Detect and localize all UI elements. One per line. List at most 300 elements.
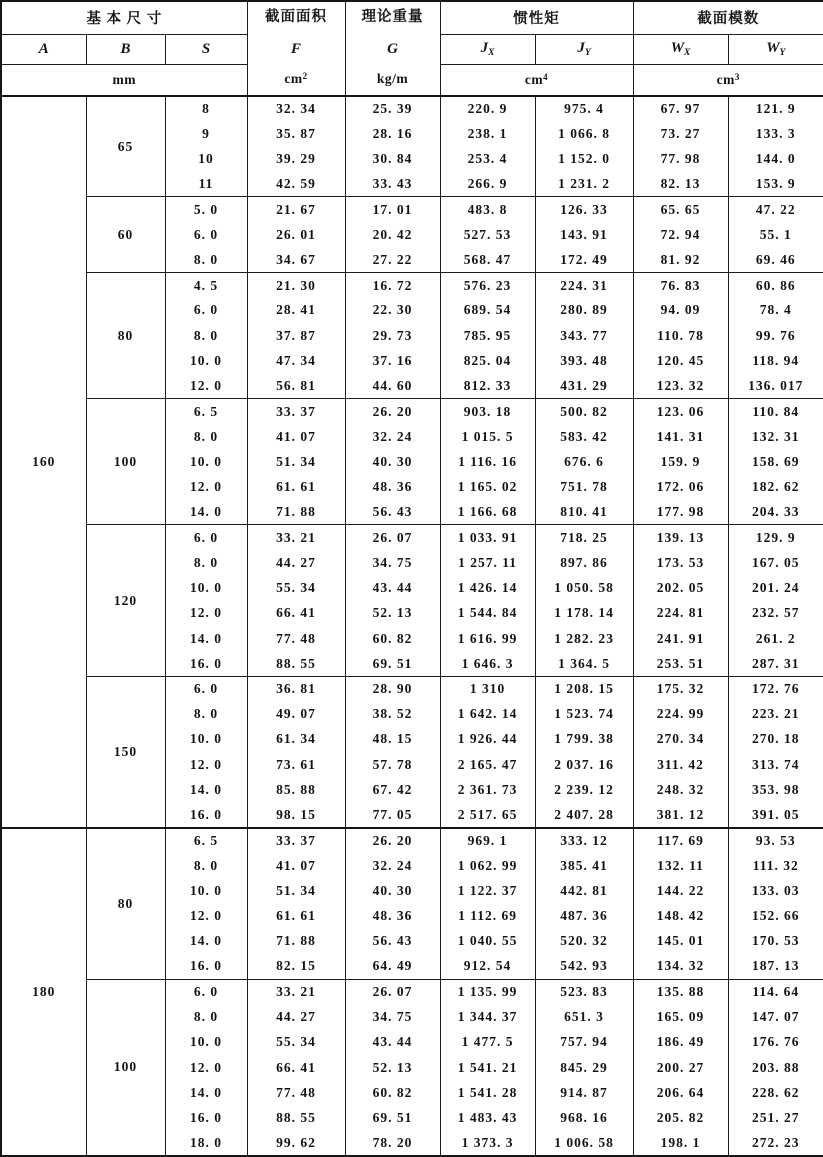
cell-f: 51. 34 xyxy=(247,449,345,474)
cell-s: 8. 0 xyxy=(165,247,247,272)
cell-f: 26. 01 xyxy=(247,222,345,247)
cell-wy: 261. 2 xyxy=(728,626,823,651)
cell-wx: 381. 12 xyxy=(633,803,728,828)
cell-g: 30. 84 xyxy=(345,146,440,171)
cell-f: 49. 07 xyxy=(247,702,345,727)
cell-jy: 126. 33 xyxy=(535,197,633,222)
header-unit-mm: mm xyxy=(1,64,247,96)
cell-f: 99. 62 xyxy=(247,1131,345,1156)
cell-s: 8. 0 xyxy=(165,550,247,575)
cell-s: 10 xyxy=(165,146,247,171)
header-col-B: B xyxy=(86,34,165,64)
cell-jx: 1 257. 11 xyxy=(440,550,535,575)
cell-f: 98. 15 xyxy=(247,803,345,828)
cell-wx: 81. 92 xyxy=(633,247,728,272)
cell-wy: 228. 62 xyxy=(728,1080,823,1105)
cell-g: 60. 82 xyxy=(345,1080,440,1105)
cell-a: 180 xyxy=(1,828,86,1156)
cell-wx: 198. 1 xyxy=(633,1131,728,1156)
table-row xyxy=(1,399,823,424)
header-unit-cm3: $cm^3$ xyxy=(633,64,823,96)
cell-jx: 2 361. 73 xyxy=(440,777,535,802)
cell-f: 82. 15 xyxy=(247,954,345,979)
header-area-unit: $cm^2$ xyxy=(284,71,308,87)
table-row xyxy=(1,96,823,121)
cell-jy: 968. 16 xyxy=(535,1105,633,1130)
cell-f: 73. 61 xyxy=(247,752,345,777)
cell-jx: 1 165. 02 xyxy=(440,475,535,500)
cell-wy: 158. 69 xyxy=(728,449,823,474)
cell-f: 88. 55 xyxy=(247,1105,345,1130)
table-row xyxy=(1,828,823,853)
cell-wy: 110. 84 xyxy=(728,399,823,424)
cell-wy: 353. 98 xyxy=(728,777,823,802)
cell-f: 33. 21 xyxy=(247,979,345,1004)
cell-wx: 159. 9 xyxy=(633,449,728,474)
cell-s: 14. 0 xyxy=(165,1080,247,1105)
cell-wx: 135. 88 xyxy=(633,979,728,1004)
cell-jx: 1 015. 5 xyxy=(440,424,535,449)
cell-jx: 1 116. 16 xyxy=(440,449,535,474)
cell-wx: 94. 09 xyxy=(633,298,728,323)
cell-s: 16. 0 xyxy=(165,651,247,676)
cell-g: 69. 51 xyxy=(345,651,440,676)
cell-jx: 1 646. 3 xyxy=(440,651,535,676)
header-area-symbol: F xyxy=(291,40,302,57)
cell-f: 33. 37 xyxy=(247,828,345,853)
cell-wy: 201. 24 xyxy=(728,575,823,600)
table-body xyxy=(1,96,823,1156)
cell-wx: 241. 91 xyxy=(633,626,728,651)
header-weight-unit: kg/m xyxy=(376,71,409,87)
cell-jy: 500. 82 xyxy=(535,399,633,424)
cell-wy: 187. 13 xyxy=(728,954,823,979)
cell-wx: 134. 32 xyxy=(633,954,728,979)
cell-s: 6. 0 xyxy=(165,222,247,247)
cell-jy: 1 066. 8 xyxy=(535,121,633,146)
cell-jy: 1 799. 38 xyxy=(535,727,633,752)
cell-wy: 251. 27 xyxy=(728,1105,823,1130)
cell-jy: 523. 83 xyxy=(535,979,633,1004)
cell-g: 33. 43 xyxy=(345,172,440,197)
cell-f: 88. 55 xyxy=(247,651,345,676)
cell-jx: 1 033. 91 xyxy=(440,525,535,550)
header-col-Wy: $W_Y$ xyxy=(728,34,823,64)
cell-a: 160 xyxy=(1,96,86,828)
cell-wy: 167. 05 xyxy=(728,550,823,575)
cell-wx: 144. 22 xyxy=(633,878,728,903)
cell-g: 44. 60 xyxy=(345,374,440,399)
cell-s: 6. 0 xyxy=(165,676,247,701)
cell-jy: 1 178. 14 xyxy=(535,601,633,626)
cell-jx: 483. 8 xyxy=(440,197,535,222)
cell-f: 33. 21 xyxy=(247,525,345,550)
cell-wx: 248. 32 xyxy=(633,777,728,802)
cell-jx: 1 122. 37 xyxy=(440,878,535,903)
cell-g: 40. 30 xyxy=(345,878,440,903)
cell-wx: 224. 81 xyxy=(633,601,728,626)
cell-wx: 120. 45 xyxy=(633,348,728,373)
cell-f: 44. 27 xyxy=(247,550,345,575)
cell-s: 14. 0 xyxy=(165,626,247,651)
cell-g: 26. 20 xyxy=(345,399,440,424)
cell-jy: 975. 4 xyxy=(535,96,633,121)
cell-jy: 810. 41 xyxy=(535,500,633,525)
cell-jy: 487. 36 xyxy=(535,904,633,929)
cell-jy: 1 231. 2 xyxy=(535,172,633,197)
cell-wx: 206. 64 xyxy=(633,1080,728,1105)
header-moment-of-inertia: 惯性矩 xyxy=(440,1,633,34)
cell-wy: 133. 3 xyxy=(728,121,823,146)
cell-wy: 121. 9 xyxy=(728,96,823,121)
cell-jx: 527. 53 xyxy=(440,222,535,247)
cell-wy: 129. 9 xyxy=(728,525,823,550)
cell-wy: 69. 46 xyxy=(728,247,823,272)
cell-wx: 177. 98 xyxy=(633,500,728,525)
cell-wx: 123. 06 xyxy=(633,399,728,424)
cell-jy: 2 037. 16 xyxy=(535,752,633,777)
cell-s: 8. 0 xyxy=(165,853,247,878)
header-col-Wx: $W_X$ xyxy=(633,34,728,64)
cell-s: 11 xyxy=(165,172,247,197)
cell-f: 41. 07 xyxy=(247,424,345,449)
cell-wy: 118. 94 xyxy=(728,348,823,373)
cell-s: 16. 0 xyxy=(165,954,247,979)
cell-jx: 1 344. 37 xyxy=(440,1004,535,1029)
cell-f: 21. 30 xyxy=(247,273,345,298)
cell-wy: 111. 32 xyxy=(728,853,823,878)
cell-wy: 133. 03 xyxy=(728,878,823,903)
cell-wy: 172. 76 xyxy=(728,676,823,701)
cell-jx: 1 166. 68 xyxy=(440,500,535,525)
cell-f: 28. 41 xyxy=(247,298,345,323)
cell-g: 22. 30 xyxy=(345,298,440,323)
table-row xyxy=(1,676,823,701)
header-col-Jy: $J_Y$ xyxy=(535,34,633,64)
cell-jy: 651. 3 xyxy=(535,1004,633,1029)
cell-g: 20. 42 xyxy=(345,222,440,247)
cell-f: 47. 34 xyxy=(247,348,345,373)
cell-f: 85. 88 xyxy=(247,777,345,802)
cell-f: 61. 34 xyxy=(247,727,345,752)
cell-g: 56. 43 xyxy=(345,500,440,525)
cell-jy: 1 364. 5 xyxy=(535,651,633,676)
cell-jy: 845. 29 xyxy=(535,1055,633,1080)
cell-wx: 186. 49 xyxy=(633,1030,728,1055)
cell-f: 36. 81 xyxy=(247,676,345,701)
cell-g: 25. 39 xyxy=(345,96,440,121)
cell-f: 56. 81 xyxy=(247,374,345,399)
cell-jy: 2 239. 12 xyxy=(535,777,633,802)
cell-wx: 270. 34 xyxy=(633,727,728,752)
cell-jy: 1 006. 58 xyxy=(535,1131,633,1156)
cell-g: 77. 05 xyxy=(345,803,440,828)
cell-jy: 520. 32 xyxy=(535,929,633,954)
cell-s: 16. 0 xyxy=(165,803,247,828)
cell-jx: 912. 54 xyxy=(440,954,535,979)
cell-wx: 141. 31 xyxy=(633,424,728,449)
cell-jy: 1 208. 15 xyxy=(535,676,633,701)
cell-wx: 117. 69 xyxy=(633,828,728,853)
cell-g: 26. 20 xyxy=(345,828,440,853)
cell-s: 8. 0 xyxy=(165,1004,247,1029)
cell-jy: 542. 93 xyxy=(535,954,633,979)
cell-wx: 172. 06 xyxy=(633,475,728,500)
cell-g: 38. 52 xyxy=(345,702,440,727)
cell-f: 66. 41 xyxy=(247,601,345,626)
cell-s: 10. 0 xyxy=(165,575,247,600)
cell-f: 41. 07 xyxy=(247,853,345,878)
cell-f: 33. 37 xyxy=(247,399,345,424)
cell-g: 32. 24 xyxy=(345,853,440,878)
cell-g: 69. 51 xyxy=(345,1105,440,1130)
header-weight-symbol: G xyxy=(387,40,398,57)
cell-jy: 2 407. 28 xyxy=(535,803,633,828)
cell-s: 6. 5 xyxy=(165,828,247,853)
cell-jx: 220. 9 xyxy=(440,96,535,121)
cell-jy: 757. 94 xyxy=(535,1030,633,1055)
cell-jx: 253. 4 xyxy=(440,146,535,171)
cell-wy: 176. 76 xyxy=(728,1030,823,1055)
header-unit-cm4: $cm^4$ xyxy=(440,64,633,96)
header-col-S: S xyxy=(165,34,247,64)
cell-jy: 280. 89 xyxy=(535,298,633,323)
cell-g: 43. 44 xyxy=(345,575,440,600)
cell-wx: 123. 32 xyxy=(633,374,728,399)
cell-g: 40. 30 xyxy=(345,449,440,474)
cell-jx: 812. 33 xyxy=(440,374,535,399)
cell-s: 4. 5 xyxy=(165,273,247,298)
cell-jx: 1 541. 21 xyxy=(440,1055,535,1080)
table-header xyxy=(1,1,823,96)
cell-g: 67. 42 xyxy=(345,777,440,802)
cell-b: 100 xyxy=(86,399,165,525)
cell-s: 5. 0 xyxy=(165,197,247,222)
cell-s: 14. 0 xyxy=(165,777,247,802)
cell-f: 44. 27 xyxy=(247,1004,345,1029)
cell-wx: 65. 65 xyxy=(633,197,728,222)
cell-wy: 144. 0 xyxy=(728,146,823,171)
cell-f: 32. 34 xyxy=(247,96,345,121)
cell-jy: 583. 42 xyxy=(535,424,633,449)
cell-jy: 1 523. 74 xyxy=(535,702,633,727)
cell-wx: 73. 27 xyxy=(633,121,728,146)
cell-s: 8. 0 xyxy=(165,424,247,449)
cell-b: 150 xyxy=(86,676,165,827)
cell-jx: 1 483. 43 xyxy=(440,1105,535,1130)
cell-jy: 333. 12 xyxy=(535,828,633,853)
header-section-modulus: 截面模数 xyxy=(633,1,823,34)
cell-wx: 72. 94 xyxy=(633,222,728,247)
cell-s: 16. 0 xyxy=(165,1105,247,1130)
cell-wy: 99. 76 xyxy=(728,323,823,348)
cell-wx: 139. 13 xyxy=(633,525,728,550)
cell-s: 10. 0 xyxy=(165,1030,247,1055)
cell-wx: 173. 53 xyxy=(633,550,728,575)
cell-s: 12. 0 xyxy=(165,374,247,399)
cell-jx: 1 544. 84 xyxy=(440,601,535,626)
cell-b: 60 xyxy=(86,197,165,273)
cell-jy: 143. 91 xyxy=(535,222,633,247)
cell-f: 51. 34 xyxy=(247,878,345,903)
cell-jx: 1 926. 44 xyxy=(440,727,535,752)
cell-wy: 132. 31 xyxy=(728,424,823,449)
cell-b: 65 xyxy=(86,96,165,197)
cell-jx: 1 310 xyxy=(440,676,535,701)
cell-jy: 1 282. 23 xyxy=(535,626,633,651)
cell-jx: 1 541. 28 xyxy=(440,1080,535,1105)
cell-g: 34. 75 xyxy=(345,1004,440,1029)
cell-g: 48. 15 xyxy=(345,727,440,752)
cell-f: 66. 41 xyxy=(247,1055,345,1080)
cell-jx: 1 426. 14 xyxy=(440,575,535,600)
cell-g: 29. 73 xyxy=(345,323,440,348)
cell-wy: 170. 53 xyxy=(728,929,823,954)
cell-s: 6. 5 xyxy=(165,399,247,424)
cell-wy: 182. 62 xyxy=(728,475,823,500)
cell-wx: 311. 42 xyxy=(633,752,728,777)
table-row xyxy=(1,979,823,1004)
cell-jy: 1 152. 0 xyxy=(535,146,633,171)
cell-f: 21. 67 xyxy=(247,197,345,222)
header-col-A: A xyxy=(1,34,86,64)
cell-b: 120 xyxy=(86,525,165,676)
cell-s: 6. 0 xyxy=(165,298,247,323)
cell-f: 55. 34 xyxy=(247,1030,345,1055)
table-row xyxy=(1,197,823,222)
cell-jx: 1 477. 5 xyxy=(440,1030,535,1055)
cell-b: 80 xyxy=(86,828,165,979)
cell-wx: 132. 11 xyxy=(633,853,728,878)
cell-wx: 165. 09 xyxy=(633,1004,728,1029)
cell-jy: 676. 6 xyxy=(535,449,633,474)
cell-g: 26. 07 xyxy=(345,525,440,550)
header-col-Jx: $J_X$ xyxy=(440,34,535,64)
cell-jx: 1 616. 99 xyxy=(440,626,535,651)
cell-f: 61. 61 xyxy=(247,904,345,929)
cell-wy: 114. 64 xyxy=(728,979,823,1004)
cell-jx: 2 165. 47 xyxy=(440,752,535,777)
cell-jx: 1 135. 99 xyxy=(440,979,535,1004)
cell-g: 27. 22 xyxy=(345,247,440,272)
header-weight-title: 理论重量 xyxy=(361,8,424,25)
cell-jx: 969. 1 xyxy=(440,828,535,853)
cell-wx: 145. 01 xyxy=(633,929,728,954)
cell-jx: 576. 23 xyxy=(440,273,535,298)
cell-f: 37. 87 xyxy=(247,323,345,348)
cell-s: 12. 0 xyxy=(165,752,247,777)
cell-wy: 391. 05 xyxy=(728,803,823,828)
cell-wy: 313. 74 xyxy=(728,752,823,777)
cell-s: 8. 0 xyxy=(165,702,247,727)
cell-g: 48. 36 xyxy=(345,904,440,929)
cell-jy: 442. 81 xyxy=(535,878,633,903)
cell-jy: 431. 29 xyxy=(535,374,633,399)
cell-wy: 272. 23 xyxy=(728,1131,823,1156)
cell-b: 80 xyxy=(86,273,165,399)
cell-jx: 785. 95 xyxy=(440,323,535,348)
header-basic-size: 基 本 尺 寸 xyxy=(1,1,247,34)
cell-g: 48. 36 xyxy=(345,475,440,500)
cell-wy: 78. 4 xyxy=(728,298,823,323)
cell-wx: 110. 78 xyxy=(633,323,728,348)
cell-wy: 153. 9 xyxy=(728,172,823,197)
cell-wx: 224. 99 xyxy=(633,702,728,727)
cell-jx: 568. 47 xyxy=(440,247,535,272)
cell-s: 12. 0 xyxy=(165,601,247,626)
cell-f: 39. 29 xyxy=(247,146,345,171)
cell-g: 52. 13 xyxy=(345,1055,440,1080)
cell-jy: 343. 77 xyxy=(535,323,633,348)
cell-jx: 266. 9 xyxy=(440,172,535,197)
cell-g: 17. 01 xyxy=(345,197,440,222)
cell-wy: 223. 21 xyxy=(728,702,823,727)
cell-wx: 202. 05 xyxy=(633,575,728,600)
cell-b: 100 xyxy=(86,979,165,1156)
cell-jy: 914. 87 xyxy=(535,1080,633,1105)
cell-f: 77. 48 xyxy=(247,626,345,651)
cell-jy: 1 050. 58 xyxy=(535,575,633,600)
cell-s: 8. 0 xyxy=(165,323,247,348)
cell-g: 57. 78 xyxy=(345,752,440,777)
cell-s: 8 xyxy=(165,96,247,121)
cell-jx: 903. 18 xyxy=(440,399,535,424)
cell-s: 14. 0 xyxy=(165,500,247,525)
cell-jy: 718. 25 xyxy=(535,525,633,550)
cell-wy: 147. 07 xyxy=(728,1004,823,1029)
cell-f: 34. 67 xyxy=(247,247,345,272)
cell-s: 12. 0 xyxy=(165,475,247,500)
cell-wx: 175. 32 xyxy=(633,676,728,701)
cell-s: 6. 0 xyxy=(165,979,247,1004)
cell-f: 55. 34 xyxy=(247,575,345,600)
cell-jy: 224. 31 xyxy=(535,273,633,298)
cell-wy: 60. 86 xyxy=(728,273,823,298)
cell-g: 78. 20 xyxy=(345,1131,440,1156)
cell-wy: 152. 66 xyxy=(728,904,823,929)
cell-jx: 1 373. 3 xyxy=(440,1131,535,1156)
cell-s: 14. 0 xyxy=(165,929,247,954)
cell-s: 10. 0 xyxy=(165,449,247,474)
cell-wx: 205. 82 xyxy=(633,1105,728,1130)
table-row xyxy=(1,273,823,298)
cell-s: 12. 0 xyxy=(165,1055,247,1080)
cell-wy: 203. 88 xyxy=(728,1055,823,1080)
cell-jy: 172. 49 xyxy=(535,247,633,272)
cell-f: 77. 48 xyxy=(247,1080,345,1105)
cell-wy: 47. 22 xyxy=(728,197,823,222)
cell-jy: 385. 41 xyxy=(535,853,633,878)
table-row xyxy=(1,525,823,550)
cell-g: 34. 75 xyxy=(345,550,440,575)
cell-g: 28. 16 xyxy=(345,121,440,146)
cell-g: 52. 13 xyxy=(345,601,440,626)
cell-f: 42. 59 xyxy=(247,172,345,197)
cell-g: 26. 07 xyxy=(345,979,440,1004)
cell-wx: 148. 42 xyxy=(633,904,728,929)
cell-jx: 1 642. 14 xyxy=(440,702,535,727)
cell-g: 64. 49 xyxy=(345,954,440,979)
cell-f: 35. 87 xyxy=(247,121,345,146)
cell-wy: 232. 57 xyxy=(728,601,823,626)
cell-wy: 55. 1 xyxy=(728,222,823,247)
cell-s: 10. 0 xyxy=(165,727,247,752)
cell-jx: 2 517. 65 xyxy=(440,803,535,828)
cell-s: 18. 0 xyxy=(165,1131,247,1156)
cell-jx: 689. 54 xyxy=(440,298,535,323)
cell-g: 60. 82 xyxy=(345,626,440,651)
cell-g: 56. 43 xyxy=(345,929,440,954)
